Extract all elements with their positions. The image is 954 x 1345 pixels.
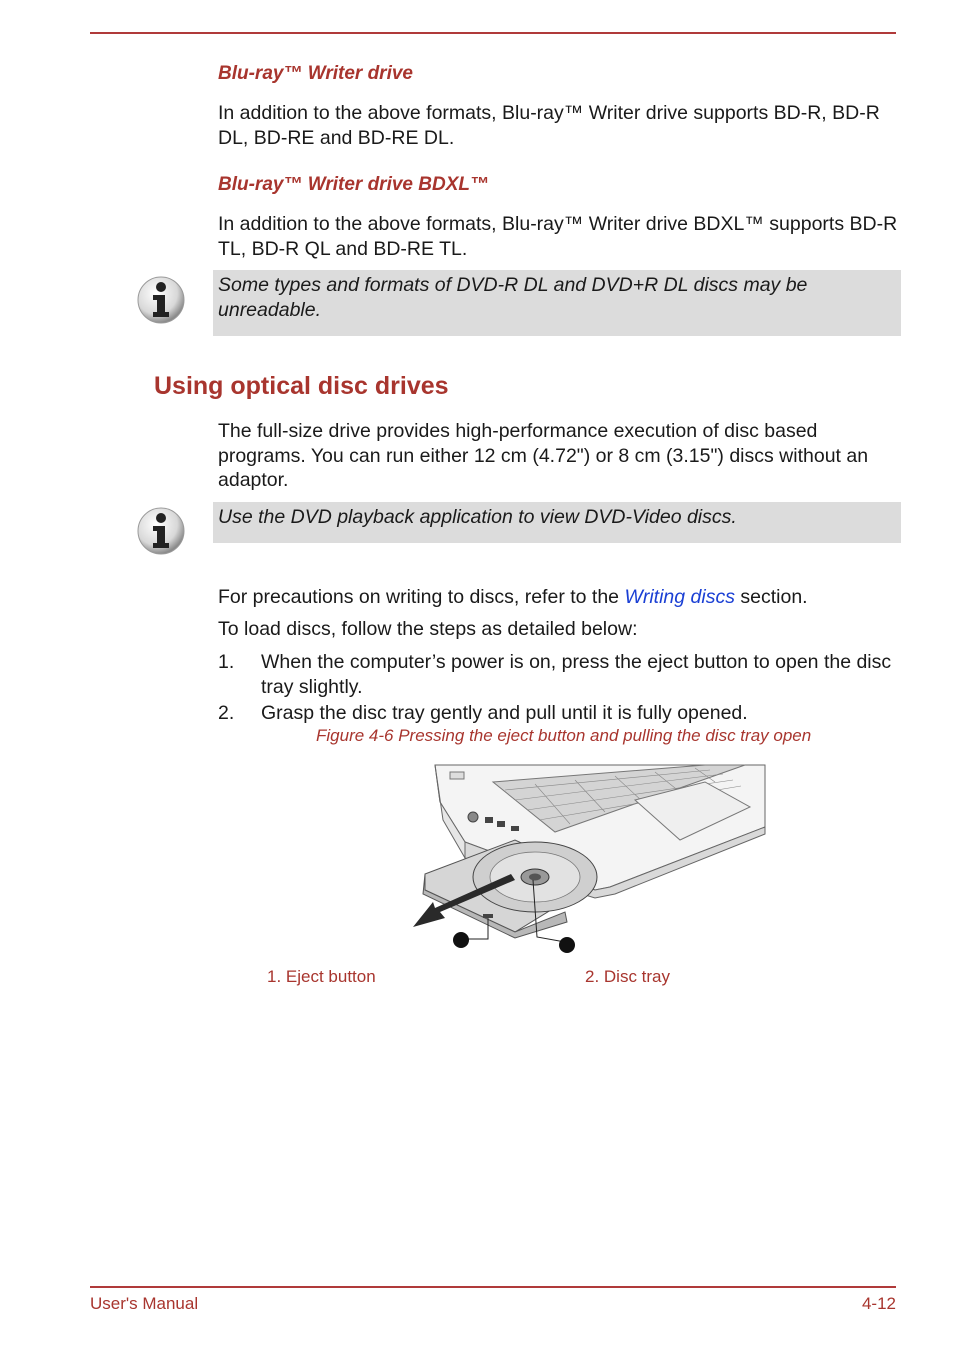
precautions-after: section. (734, 586, 808, 608)
writer-heading: Blu-ray™ Writer drive (218, 63, 413, 84)
step-number: 1. (218, 651, 235, 673)
writing-discs-link[interactable]: Writing discs (624, 586, 735, 608)
laptop-disc-tray-illustration (405, 762, 767, 958)
callout-eject-button: 1. Eject button (267, 967, 376, 986)
step-number: 2. (218, 702, 235, 724)
figure-caption: Figure 4-6 Pressing the eject button and pulling the disc tray open (316, 726, 812, 745)
section-heading: Using optical disc drives (154, 372, 449, 400)
writer-body: In addition to the above formats, Blu-ray™ Writer drive supports BD-R, BD-R DL, BD-RE and BD-RE DL. (218, 102, 880, 149)
note-text: Some types and formats of DVD-R DL and DVD+R DL discs may be unreadable. (218, 274, 808, 321)
header-rule (90, 32, 896, 34)
info-icon (136, 506, 186, 556)
bdxl-heading: Blu-ray™ Writer drive BDXL™ (218, 174, 489, 195)
bdxl-body: In addition to the above formats, Blu-ray™ Writer drive BDXL™ supports BD-R TL, BD-R QL and BD-RE TL. (218, 213, 898, 260)
step-text: When the computer’s power is on, press the eject button to open the disc tray slightly. (261, 651, 892, 698)
footer-page-number: 4-12 (861, 1294, 896, 1313)
load-intro: To load discs, follow the steps as detailed below: (218, 618, 638, 640)
precautions-text (218, 585, 898, 610)
note-box (213, 270, 901, 336)
info-icon (136, 275, 186, 325)
footer-rule (90, 1286, 896, 1288)
note-box (213, 502, 901, 543)
section-body: The full-size drive provides high-performance execution of disc based programs. You can run either 12 cm (4.72") or 8 cm (3.15") discs without an adaptor. (218, 420, 869, 491)
footer-manual-title: User's Manual (90, 1294, 199, 1313)
note-text: Use the DVD playback application to view DVD-Video discs. (218, 506, 737, 528)
callout-disc-tray: 2. Disc tray (585, 967, 671, 986)
precautions-before: For precautions on writing to discs, refer to the (218, 586, 625, 608)
step-text: Grasp the disc tray gently and pull until it is fully opened. (261, 702, 748, 724)
